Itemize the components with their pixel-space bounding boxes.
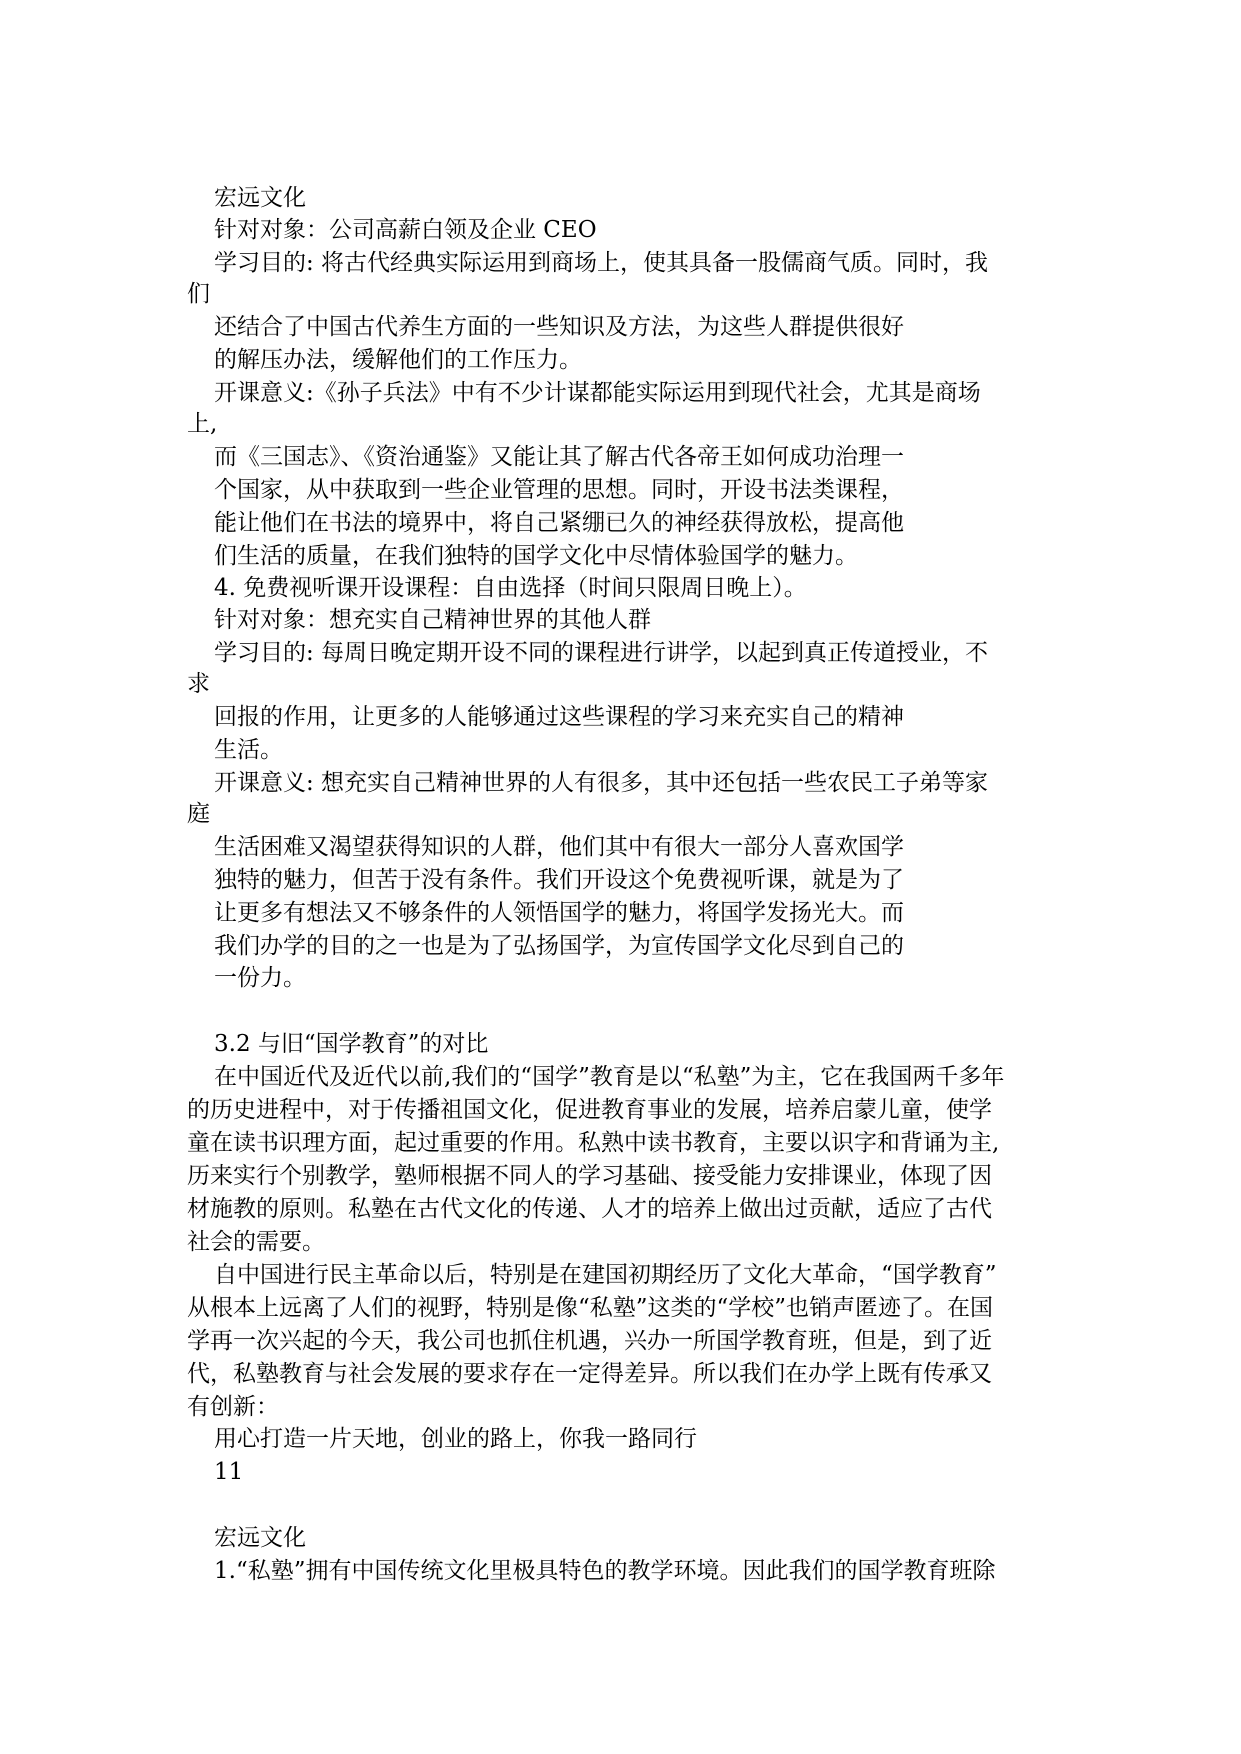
target-audience-line: 针对对象：想充实自己精神世界的其他人群 <box>214 607 651 633</box>
goal-line: 的解压办法，缓解他们的工作压力。 <box>214 347 582 373</box>
meaning-line: 上, <box>187 411 218 437</box>
goal-line: 还结合了中国古代养生方面的一些知识及方法，为这些人群提供很好 <box>214 314 904 340</box>
paragraph-line: 童在读书识理方面，起过重要的作用。私熟中读书教育，主要以识字和背诵为主, <box>187 1130 1000 1156</box>
paragraph-line: 历来实行个别教学，塾师根据不同人的学习基础、接受能力安排课业，体现了因 <box>187 1163 992 1189</box>
paragraph-line: 的历史进程中，对于传播祖国文化，促进教育事业的发展，培养启蒙儿童，使学 <box>187 1097 992 1123</box>
meaning-line: 一份力。 <box>214 965 306 991</box>
meaning-line: 个国家，从中获取到一些企业管理的思想。同时，开设书法类课程， <box>214 477 904 503</box>
goal-line: 回报的作用，让更多的人能够通过这些课程的学习来充实自己的精神 <box>214 704 904 730</box>
meaning-line: 们生活的质量，在我们独特的国学文化中尽情体验国学的魅力。 <box>214 543 858 569</box>
goal-line: 学习目的: 每周日晚定期开设不同的课程进行讲学，以起到真正传道授业，不 <box>214 640 989 666</box>
paragraph-line: 学再一次兴起的今天，我公司也抓住机遇，兴办一所国学教育班，但是，到了近 <box>187 1328 992 1354</box>
meaning-line: 而《三国志》、《资治通鉴》又能让其了解古代各帝王如何成功治理一 <box>214 444 904 470</box>
meaning-line: 能让他们在书法的境界中，将自己紧绷已久的神经获得放松，提高他 <box>214 510 904 536</box>
section-heading: 3.2 与旧“国学教育”的对比 <box>214 1031 489 1057</box>
page-header: 宏远文化 <box>214 1525 306 1551</box>
meaning-line: 庭 <box>187 801 210 827</box>
meaning-line: 开课意义: 想充实自己精神世界的人有很多，其中还包括一些农民工子弟等家 <box>214 770 989 796</box>
meaning-line: 生活困难又渴望获得知识的人群，他们其中有很大一部分人喜欢国学 <box>214 834 904 860</box>
paragraph-line: 社会的需要。 <box>187 1229 325 1255</box>
list-item: 1.“私塾”拥有中国传统文化里极具特色的教学环境。因此我们的国学教育班除 <box>214 1558 996 1584</box>
paragraph-line: 在中国近代及近代以前,我们的“国学”教育是以“私塾”为主，它在我国两千多年 <box>214 1064 1005 1090</box>
target-audience-line: 针对对象：公司高薪白领及企业 CEO <box>214 217 597 243</box>
paragraph-line: 有创新： <box>187 1394 279 1420</box>
page-number: 11 <box>214 1459 244 1485</box>
paragraph-line: 代，私塾教育与社会发展的要求存在一定得差异。所以我们在办学上既有传承又 <box>187 1361 992 1387</box>
goal-line: 们 <box>187 281 210 307</box>
meaning-line: 独特的魅力，但苦于没有条件。我们开设这个免费视听课，就是为了 <box>214 867 904 893</box>
meaning-line: 我们办学的目的之一也是为了弘扬国学，为宣传国学文化尽到自己的 <box>214 933 904 959</box>
paragraph-line: 从根本上远离了人们的视野，特别是像“私塾”这类的“学校”也销声匿迹了。在国 <box>187 1295 994 1321</box>
paragraph-line: 自中国进行民主革命以后，特别是在建国初期经历了文化大革命，“国学教育” <box>214 1262 997 1288</box>
meaning-line: 让更多有想法又不够条件的人领悟国学的魅力，将国学发扬光大。而 <box>214 900 904 926</box>
goal-line: 学习目的: 将古代经典实际运用到商场上，使其具备一股儒商气质。同时，我 <box>214 250 989 276</box>
course-item-4: 4. 免费视听课开设课程：自由选择（时间只限周日晚上）。 <box>214 575 807 601</box>
goal-line: 求 <box>187 671 210 697</box>
meaning-line: 开课意义:《孙子兵法》中有不少计谋都能实际运用到现代社会，尤其是商场 <box>214 380 981 406</box>
page-header: 宏远文化 <box>214 185 306 211</box>
footer-slogan: 用心打造一片天地，创业的路上，你我一路同行 <box>214 1426 697 1452</box>
goal-line: 生活。 <box>214 737 283 763</box>
paragraph-line: 材施教的原则。私塾在古代文化的传递、人才的培养上做出过贡献，适应了古代 <box>187 1196 992 1222</box>
